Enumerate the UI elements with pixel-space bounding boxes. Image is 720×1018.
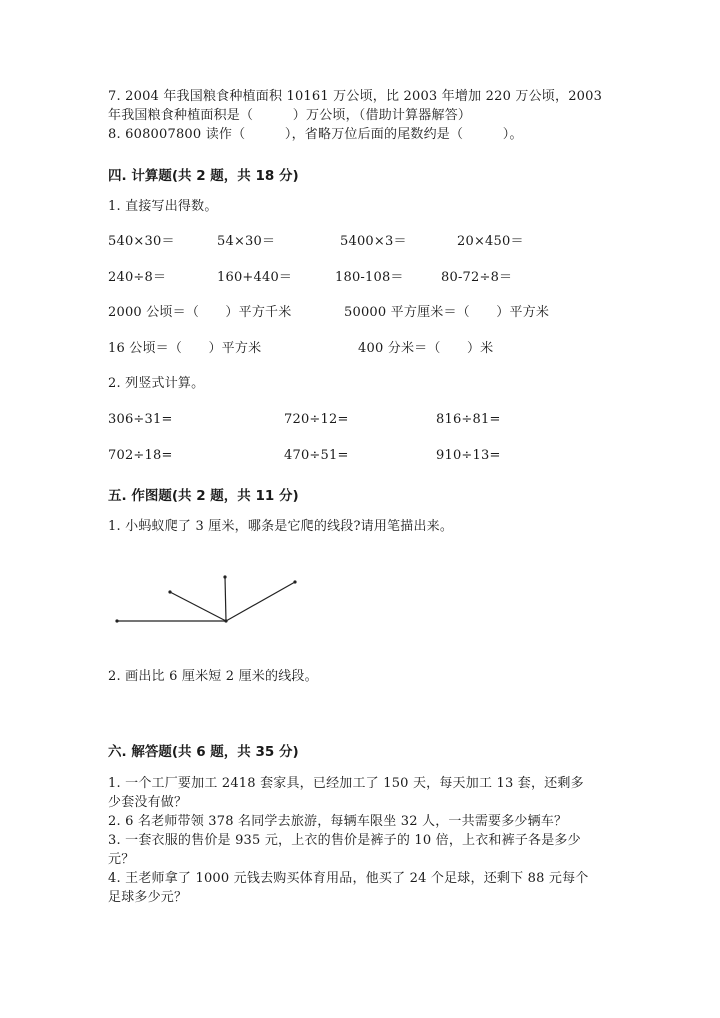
vertical-item: 306÷31= — [108, 412, 173, 427]
section6-q3-line2: 元？ — [108, 852, 135, 867]
section6-q3-line1: 3. 一套衣服的售价是 935 元，上衣的售价是裤子的 10 倍，上衣和裤子各是多少 — [108, 833, 581, 848]
vertical-item: 470÷51= — [284, 448, 349, 463]
calc-item: 20×450＝ — [457, 234, 524, 249]
section6-heading: 六. 解答题(共 6 题，共 35 分) — [108, 744, 299, 760]
unit-item: 2000 公顷＝（ ）平方千米 — [108, 305, 292, 320]
section5-heading: 五. 作图题(共 2 题，共 11 分) — [108, 488, 299, 504]
vertical-segment — [225, 577, 226, 621]
endpoint — [115, 619, 118, 622]
q7-line1: 7. 2004 年我国粮食种植面积 10161 万公顷，比 2003 年增加 220 万公顷，2003 — [108, 89, 603, 104]
section5-q2: 2. 画出比 6 厘米短 2 厘米的线段。 — [108, 669, 318, 684]
section6-q4-line2: 足球多少元？ — [108, 890, 188, 905]
left-segment — [170, 592, 226, 621]
q7-line2: 年我国粮食种植面积是（ ）万公顷，（借助计算器解答） — [108, 108, 472, 123]
endpoint — [293, 580, 296, 583]
section4-heading: 四. 计算题(共 2 题，共 18 分) — [108, 168, 299, 184]
endpoint — [168, 590, 171, 593]
right-segment — [226, 582, 295, 621]
calc-item: 160+440＝ — [217, 270, 293, 285]
vertical-item: 816÷81= — [436, 412, 501, 427]
vertical-item: 720÷12= — [284, 412, 349, 427]
vertical-item: 910÷13= — [436, 448, 501, 463]
section5-q1: 1. 小蚂蚁爬了 3 厘米，哪条是它爬的线段?请用笔描出来。 — [108, 519, 454, 534]
calc-item: 540×30＝ — [108, 234, 175, 249]
section6-q1-line2: 少套没有做？ — [108, 795, 188, 810]
section6-q4-line1: 4. 王老师拿了 1000 元钱去购买体育用品，他买了 24 个足球，还剩下 88 元每个 — [108, 871, 589, 886]
calc-item: 180-108＝ — [335, 270, 404, 285]
vertical-item: 702÷18= — [108, 448, 173, 463]
unit-item: 16 公顷＝（ ）平方米 — [108, 341, 262, 356]
calc-item: 5400×3＝ — [340, 234, 407, 249]
section6-q2: 2. 6 名老师带领 378 名同学去旅游，每辆车限坐 32 人，一共需要多少辆车？ — [108, 814, 568, 829]
calc-item: 240÷8＝ — [108, 270, 167, 285]
q8-text: 8. 608007800 读作（ ），省略万位后面的尾数约是（ ）。 — [108, 127, 523, 142]
endpoint — [223, 575, 226, 578]
calc-item: 54×30＝ — [217, 234, 276, 249]
section6-q1-line1: 1. 一个工厂要加工 2418 套家具，已经加工了 150 天，每天加工 13 套，还剩多 — [108, 776, 584, 791]
endpoint — [224, 619, 227, 622]
unit-item: 400 分米＝（ ）米 — [358, 341, 494, 356]
section4-q2-title: 2. 列竖式计算。 — [108, 376, 205, 391]
section4-q1-title: 1. 直接写出得数。 — [108, 199, 218, 214]
unit-item: 50000 平方厘米＝（ ）平方米 — [344, 305, 550, 320]
calc-item: 80-72÷8＝ — [441, 270, 513, 285]
